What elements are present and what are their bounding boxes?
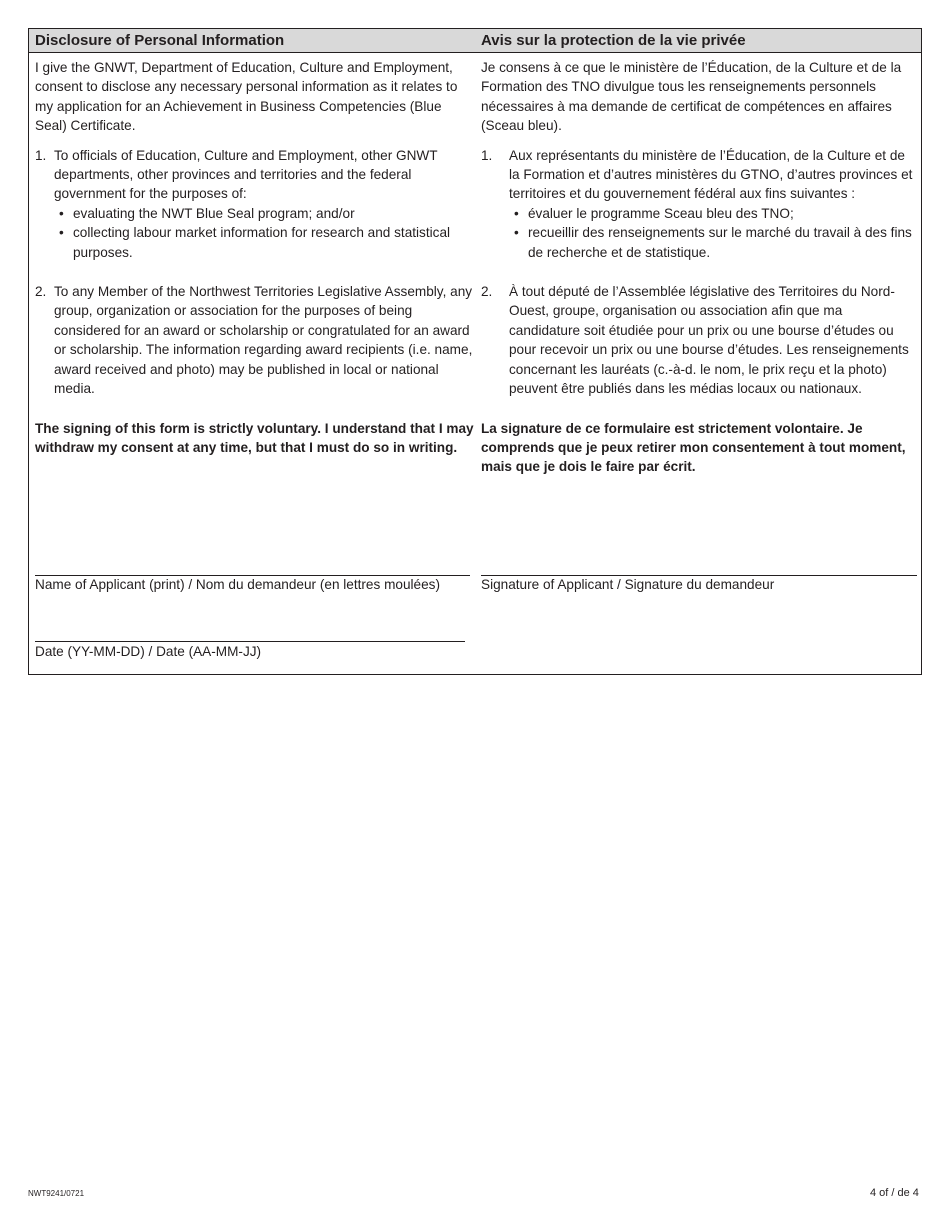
french-intro: Je consens à ce que le ministère de l’Éducation, de la Culture et de la Formation des TNO divulgue tous les renseignements personnels nécessaires à ma demande de certificat de compétences en affaires (Sceau bleu). bbox=[481, 60, 902, 134]
english-item-2 bbox=[35, 282, 475, 398]
english-intro: I give the GNWT, Department of Education, Culture and Employment, consent to disclose any necessary personal information as it relates to my application for an Achievement in Business Competencies (Blue Seal) Certificate. bbox=[35, 60, 458, 134]
signature-field-label: Signature of Applicant / Signature du demandeur bbox=[481, 577, 775, 592]
date-field-line[interactable] bbox=[35, 641, 465, 642]
english-bullet-1: • evaluating the NWT Blue Seal program; and/or bbox=[54, 204, 475, 223]
english-heading: Disclosure of Personal Information bbox=[35, 32, 285, 49]
french-bullet-2: • recueillir des renseignements sur le marché du travail à des fins de recherche et de statistique. bbox=[509, 223, 917, 262]
form-header bbox=[29, 29, 921, 53]
french-item-2 bbox=[481, 282, 917, 398]
english-consent-note: The signing of this form is strictly voluntary. I understand that I may withdraw my consent at any time, but that I must do so in writing. bbox=[35, 420, 474, 455]
english-column bbox=[35, 53, 475, 457]
french-bullet-1: • évaluer le programme Sceau bleu des TNO; bbox=[509, 204, 917, 223]
french-item-1 bbox=[481, 146, 917, 262]
form-code: NWT9241/0721 bbox=[28, 1189, 85, 1198]
page-number: 4 of / de 4 bbox=[870, 1187, 919, 1199]
date-field-label: Date (YY-MM-DD) / Date (AA-MM-JJ) bbox=[35, 644, 262, 659]
french-item-1-text: Aux représentants du ministère de l’Éducation, de la Culture et de la Formation et d’autres ministères du GTNO, d’autres provinces et territoires et du gouvernement fédéral aux fins suivantes : bbox=[509, 147, 913, 202]
consent-form bbox=[28, 28, 922, 675]
french-item-2-text: À tout député de l’Assemblée législative des Territoires du Nord-Ouest, groupe, organisation ou association afin que ma candidature soit étudiée pour un prix ou une bourse d’études ou pour recevoir un prix ou une bourse d’études. Les renseignements concernant les lauréats (c.-à-d. le nom, le prix reçu et la photo) peuvent être publiés dans les médias locaux ou nationaux. bbox=[509, 284, 909, 397]
french-heading: Avis sur la protection de la vie privée bbox=[481, 32, 746, 49]
name-field-label: Name of Applicant (print) / Nom du demandeur (en lettres moulées) bbox=[35, 577, 440, 592]
french-column bbox=[481, 53, 917, 477]
english-item-2-number: 2. bbox=[35, 284, 47, 300]
english-item-2-text: To any Member of the Northwest Territories Legislative Assembly, any group, organization or association for the purposes of being considered for an award or scholarship or congratulated for an award or scholarship. The information regarding award recipients (i.e. name, award received and photo) may be published in local or national media. bbox=[54, 284, 473, 397]
english-item-1-number: 1. bbox=[35, 147, 47, 163]
french-item-2-number: 2. bbox=[481, 284, 493, 300]
english-item-1 bbox=[35, 146, 475, 262]
french-item-1-number: 1. bbox=[481, 147, 493, 163]
english-item-1-text: To officials of Education, Culture and Employment, other GNWT departments, other provinces and territories and the federal government for the purposes of: bbox=[54, 147, 438, 202]
english-bullet-2: • collecting labour market information for research and statistical purposes. bbox=[54, 223, 475, 262]
french-consent-note: La signature de ce formulaire est strictement volontaire. Je comprends que je peux retirer mon consentement à tout moment, mais que je dois le faire par écrit. bbox=[481, 420, 906, 475]
